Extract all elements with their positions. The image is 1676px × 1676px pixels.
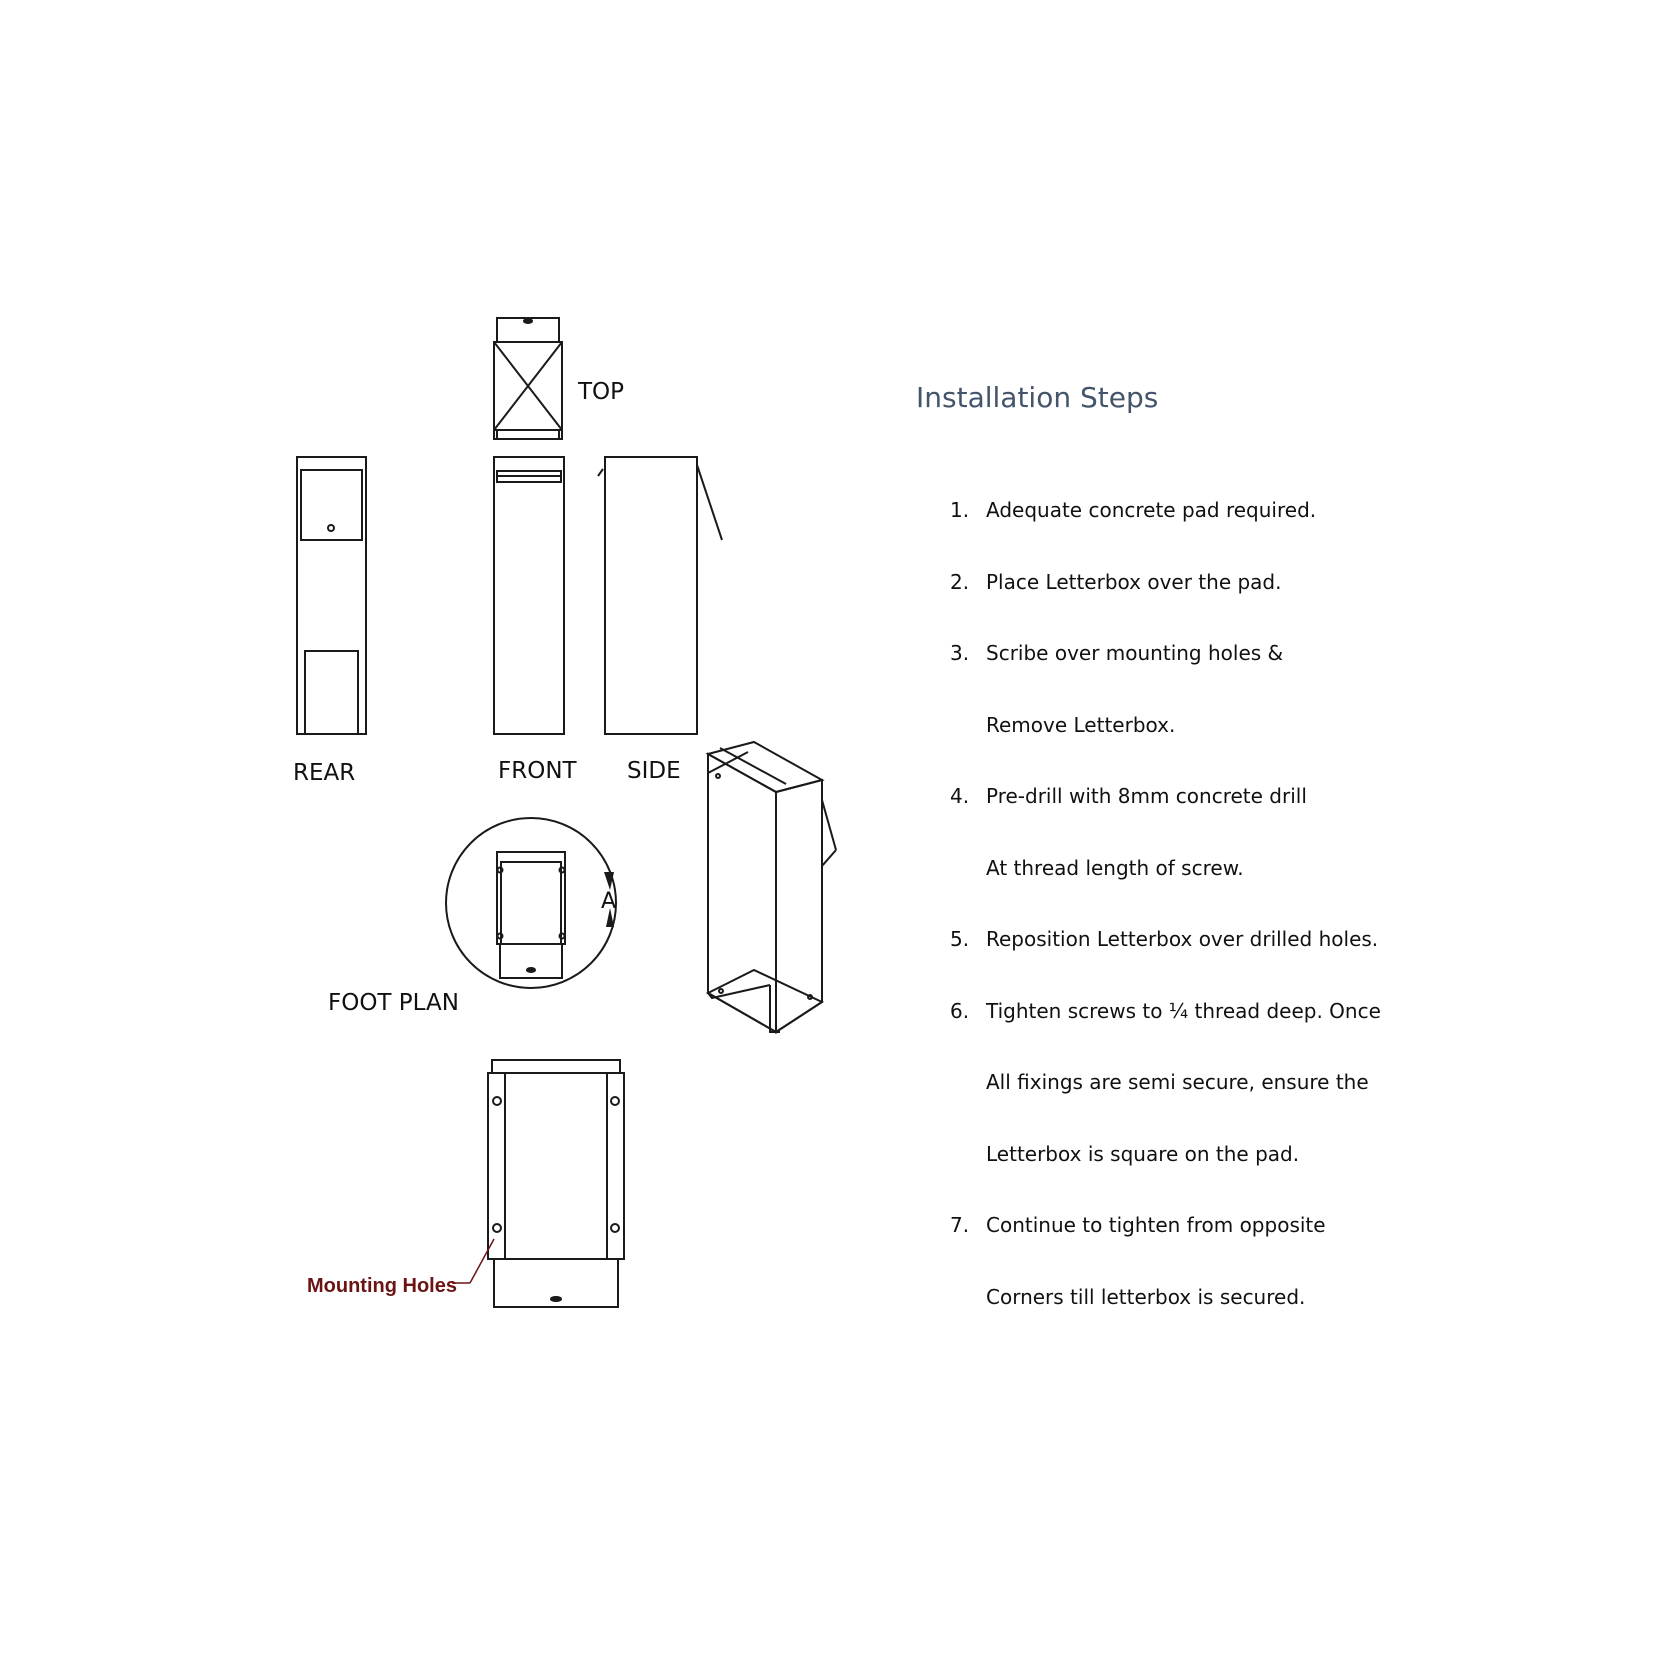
step-first-line (950, 641, 1381, 713)
step-first-line (950, 784, 1381, 856)
step-first-line (950, 570, 1381, 642)
foot-plan-label: FOOT PLAN (328, 990, 459, 1016)
step-item (950, 999, 1381, 1214)
step-text: Scribe over mounting holes & (986, 641, 1284, 665)
step-first-line (950, 1213, 1381, 1285)
step-text-continued: Remove Letterbox. (986, 712, 1176, 737)
step-first-line (950, 498, 1381, 570)
rear-view (297, 457, 366, 734)
installation-steps-list (950, 498, 1381, 1356)
mounting-hole (493, 1097, 501, 1105)
top-view-label: TOP (578, 379, 625, 405)
step-first-line (950, 927, 1381, 999)
step-first-line (950, 999, 1381, 1071)
rear-view-label: REAR (293, 760, 356, 786)
step-item (950, 570, 1381, 642)
step-text: Continue to tighten from opposite (986, 1213, 1326, 1237)
mounting-holes-view (488, 1060, 624, 1307)
step-text-continued: Corners till letterbox is secured. (986, 1284, 1306, 1309)
mounting-hole (611, 1224, 619, 1232)
mounting-hole (493, 1224, 501, 1232)
front-view-label: FRONT (498, 758, 577, 784)
mounting-hole (611, 1097, 619, 1105)
step-text: Place Letterbox over the pad. (986, 569, 1282, 594)
step-text: Pre-drill with 8mm concrete drill (986, 784, 1307, 808)
step-text: Tighten screws to ¼ thread deep. Once (986, 998, 1381, 1023)
side-view (598, 457, 722, 734)
step-number: 1. (950, 498, 970, 522)
foot-plan-detail (446, 818, 616, 988)
step-text-continued: At thread length of screw. (986, 855, 1244, 880)
step-item (950, 927, 1381, 999)
step-number: 3. (950, 641, 970, 665)
top-view (494, 318, 562, 439)
isometric-view (708, 742, 836, 1032)
mounting-holes-callout: Mounting Holes (307, 1275, 457, 1297)
step-number: 5. (950, 927, 970, 951)
step-number: 6. (950, 998, 970, 1023)
step-text: Adequate concrete pad required. (986, 498, 1317, 522)
detail-a-label: A (601, 889, 617, 914)
front-view (494, 457, 564, 734)
side-view-label: SIDE (627, 758, 681, 784)
step-number: 7. (950, 1213, 970, 1237)
step-item (950, 498, 1381, 570)
step-number: 4. (950, 784, 970, 808)
step-item (950, 1213, 1381, 1356)
step-item (950, 641, 1381, 784)
step-number: 2. (950, 569, 970, 594)
step-text-continued: Letterbox is square on the pad. (986, 1141, 1300, 1166)
step-text: Reposition Letterbox over drilled holes. (986, 927, 1379, 951)
installation-steps-title: Installation Steps (916, 381, 1159, 414)
step-text-continued: All fixings are semi secure, ensure the (986, 1070, 1369, 1094)
step-item (950, 784, 1381, 927)
